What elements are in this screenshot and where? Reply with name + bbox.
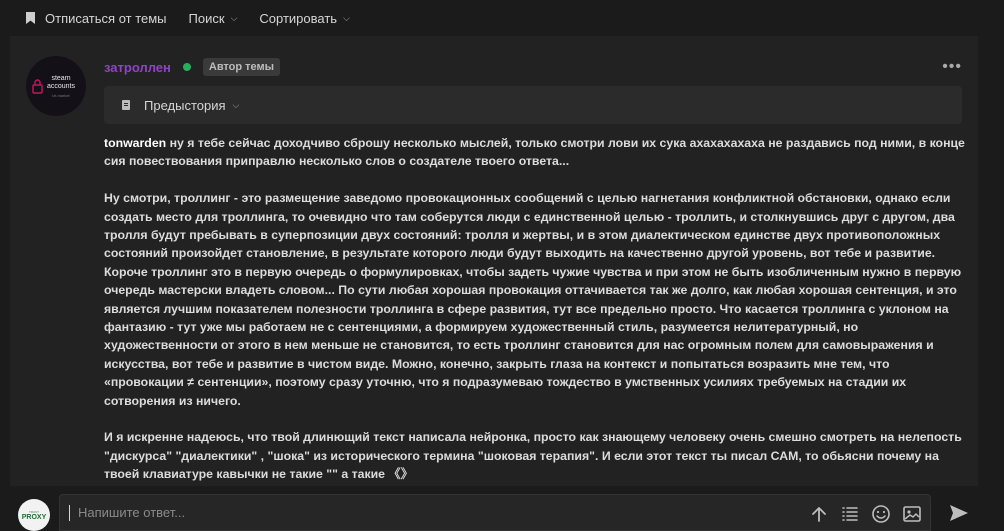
image-icon[interactable] — [902, 504, 922, 524]
my-avatar[interactable] — [18, 499, 50, 531]
sort-dropdown[interactable] — [259, 11, 350, 26]
author-name[interactable]: затроллен — [104, 59, 171, 75]
avatar-line3: lzt.market — [52, 92, 70, 98]
reply-input[interactable] — [69, 505, 789, 521]
post-content — [104, 134, 966, 502]
thread-post — [10, 36, 978, 486]
emoji-icon[interactable] — [871, 504, 891, 524]
editor-tools — [798, 504, 922, 524]
chevron-down-icon: ⌵ — [230, 12, 238, 23]
post-paragraph: Ну смотри, троллинг - это размещение заведомо провокационных сообщений с целью нагнетания конфликтной обстановки, однако если создать место для троллинга, то очевидно что там соберутся люди с единственной целью - троллить, и столкнувшись друг с другом, два тролля будут пребывать в суперпозиции двух состояний: тролля и жертвы, и в этом диалектическом единстве двух противоположных состояний произойдет становление, в результате которого люди будут выходить на качественно другой уровень, вот тебе и развитие. Короче троллинг это в первую очередь о формулировках, чтобы задеть чужие чувства и при этом не быть изобличенным нужно в первую очередь мастерски владеть словом... По сути любая хорошая провокация оттачивается так же долго, как любая хорошая сентенция, и это является лучшим показателем полезности троллинга в сфере развития, тут все предельно просто. Что касается троллинга с уклоном на фантазию - тут уже мы работаем не с сентенциями, а формируем художественный стиль, разумеется нелитературный, но художественности от этого в нем меньше не становится, то есть троллинг становится для нас огромным полем для самовыражения и искусства, вот тебе и развитие в чистом виде. Можно, конечно, закрыть глаза на контекст и попытаться возразить мне тем, что «провокации ≠ сентенции», поэтому сразу уточню, что я подразумеваю тождество в умственных усилиях требуемых на стадии их сотворения из ничего. — [104, 191, 962, 408]
chevron-down-icon: ⌵ — [232, 99, 240, 110]
unsubscribe-button[interactable] — [26, 11, 167, 26]
user-mention[interactable]: tonwarden — [104, 136, 167, 150]
prehistory-label: Предыстория — [144, 97, 226, 113]
prehistory-spoiler[interactable] — [104, 86, 962, 124]
reply-bar — [0, 486, 1004, 531]
author-role-badge: Автор темы — [203, 58, 280, 76]
search-dropdown[interactable] — [189, 11, 238, 26]
bookmark-icon — [26, 12, 35, 24]
unsubscribe-label: Отписаться от темы — [45, 10, 167, 26]
my-avatar-line2: PROXY — [21, 513, 47, 521]
avatar-line1: steam — [51, 74, 71, 82]
online-status-dot — [183, 63, 191, 71]
arrow-up-icon[interactable] — [809, 504, 829, 524]
chevron-down-icon: ⌵ — [343, 12, 350, 23]
reply-editor — [59, 494, 931, 531]
ellipsis-icon[interactable]: ••• — [942, 58, 962, 75]
list-icon[interactable] — [840, 504, 860, 524]
post-paragraph — [104, 134, 966, 171]
send-icon[interactable] — [948, 503, 970, 523]
avatar-line2: accounts — [46, 82, 76, 90]
author-avatar[interactable] — [26, 56, 86, 116]
lock-icon — [32, 78, 43, 94]
thread-toolbar — [0, 0, 1004, 36]
author-row — [104, 58, 280, 76]
search-label: Поиск — [188, 10, 225, 26]
paragraph-text: ну я тебе сейчас доходчиво сброшу несколько мыслей, только смотри лови их сука ахахахахаха не раздавись под ними, в конце сия повествования приправлю несколько слов о создателе твоего ответа... — [104, 136, 965, 169]
document-icon — [122, 100, 130, 110]
my-avatar-line1: TRUST — [29, 509, 39, 514]
sort-label: Сортировать — [259, 10, 338, 26]
paragraph-text: И я искренне надеюсь, что твой длинющий текст написала нейронка, просто как знающему человеку очень смешно смотреть на нелепость "дискурса" "диалектики" , "шока" из исторического термина "шоковая терапия". И если этот текст ты писал САМ, то обьясни почему на твоей клавиатуре кавычки не такие "" а такие 《》 — [104, 430, 962, 482]
